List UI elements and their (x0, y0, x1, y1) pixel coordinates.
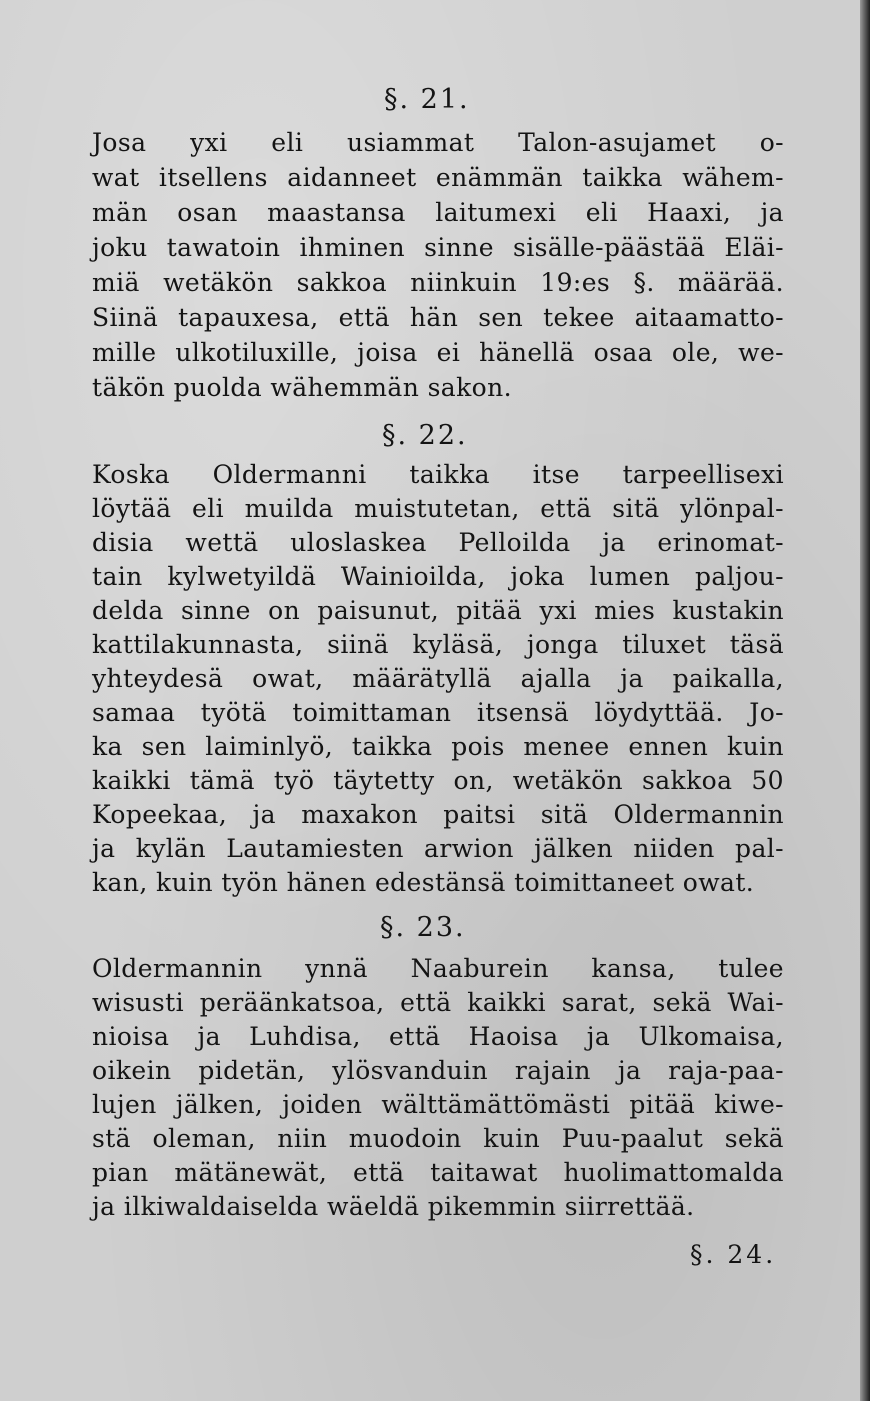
text-line: nioisa ja Luhdisa, että Haoisa ja Ulkomaisa, (92, 1022, 784, 1051)
text-line: delda sinne on paisunut, pitää yxi mies kustakin (92, 596, 784, 625)
text-line: ja kylän Lautamiesten arwion jälken niiden pal- (92, 834, 784, 863)
text-line: oikein pidetän, ylösvanduin rajain ja raja-paa- (92, 1056, 784, 1085)
text-line: löytää eli muilda muistutetan, että sitä ylönpal- (92, 494, 784, 523)
text-line: wat itsellens aidanneet enämmän taikka wähem- (92, 163, 784, 192)
text-line: Siinä tapauxesa, että hän sen tekee aitaamatto- (92, 303, 784, 332)
text-line: mille ulkotiluxille, joisa ei hänellä osaa ole, we- (92, 338, 784, 367)
text-line: ja ilkiwaldaiselda wäeldä pikemmin siirrettää. (92, 1192, 695, 1221)
text-line: kan, kuin työn hänen edestänsä toimittaneet owat. (92, 868, 755, 897)
text-line: Oldermannin ynnä Naaburein kansa, tulee (92, 954, 784, 983)
text-line: täkön puolda wähemmän sakon. (92, 373, 512, 402)
text-line: Kopeekaa, ja maxakon paitsi sitä Oldermannin (92, 800, 784, 829)
page-edge-shadow (860, 0, 870, 1401)
text-line: kaikki tämä työ täytetty on, wetäkön sakkoa 50 (92, 766, 784, 795)
text-line: ka sen laiminlyö, taikka pois menee ennen kuin (92, 732, 784, 761)
text-line: stä oleman, niin muodoin kuin Puu-paalut sekä (92, 1124, 784, 1153)
text-line: samaa työtä toimittaman itsensä löydyttää. Jo- (92, 698, 784, 727)
text-line: Koska Oldermanni taikka itse tarpeellisexi (92, 460, 784, 489)
text-line: wisusti peräänkatsoa, että kaikki sarat, sekä Wai- (92, 988, 784, 1017)
text-line: män osan maastansa laitumexi eli Haaxi, ja (92, 198, 784, 227)
text-line: Josa yxi eli usiammat Talon-asujamet o- (92, 128, 784, 157)
section-heading: §. 21. (384, 84, 470, 115)
text-line: tain kylwetyildä Wainioilda, joka lumen paljou- (92, 562, 784, 591)
text-line: lujen jälken, joiden wälttämättömästi pitää kiwe- (92, 1090, 784, 1119)
section-heading: §. 23. (380, 912, 466, 943)
text-line: miä wetäkön sakkoa niinkuin 19:es §. määrää. (92, 268, 784, 297)
text-line: disia wettä uloslaskea Pelloilda ja erinomat- (92, 528, 784, 557)
text-line: joku tawatoin ihminen sinne sisälle-päästää Eläi- (92, 233, 784, 262)
text-line: pian mätänewät, että taitawat huolimattomalda (92, 1158, 784, 1187)
text-line: kattilakunnasta, siinä kyläsä, jonga tiluxet täsä (92, 630, 784, 659)
catchword: §. 24. (690, 1240, 777, 1269)
section-heading: §. 22. (382, 420, 468, 451)
text-line: yhteydesä owat, määrätyllä ajalla ja paikalla, (92, 664, 784, 693)
